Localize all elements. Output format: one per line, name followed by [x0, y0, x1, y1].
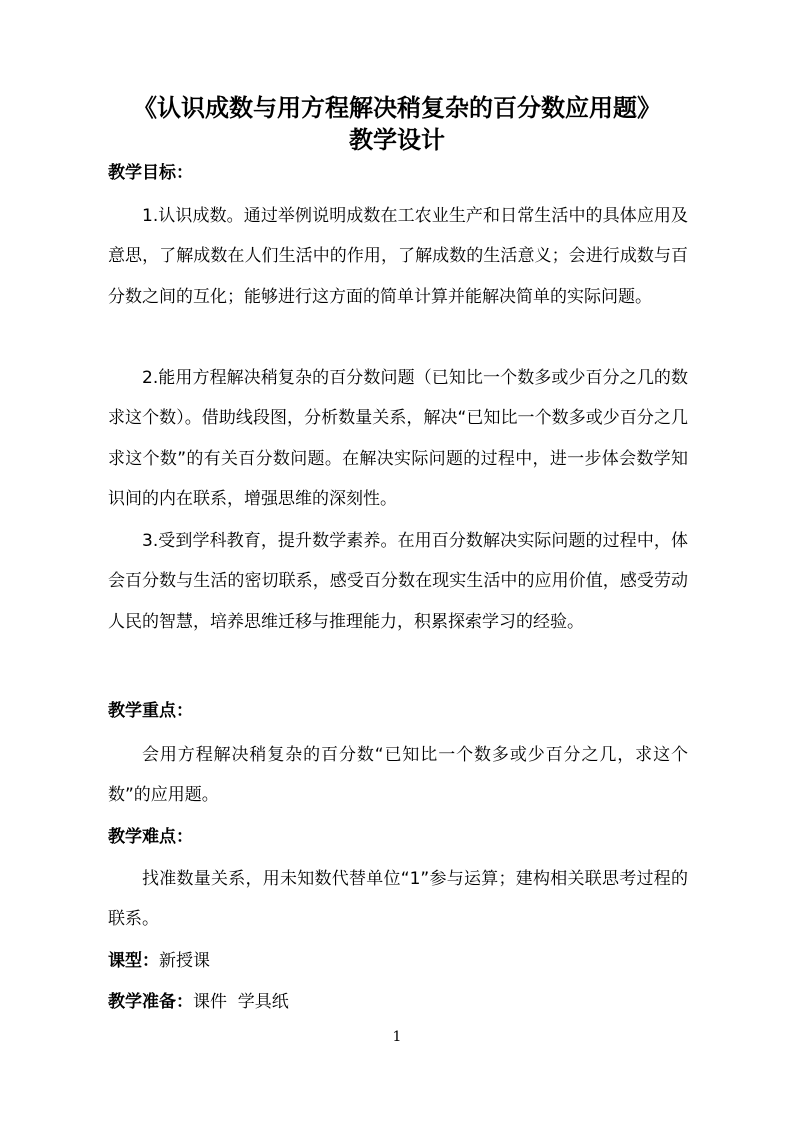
goal-item-3: 3.受到学科教育，提升数学素养。在用百分数解决实际问题的过程中，体会百分数与生活的密切联系，感受百分数在现实生活中的应用价值，感受劳动人民的智慧，培养思维迁移与推理能力，积累探索学习的经验。: [108, 531, 688, 632]
lesson-type-value: 新授课: [159, 951, 210, 971]
materials-value: 课件 学具纸: [193, 992, 289, 1012]
key-point-text: 会用方程解决稍复杂的百分数“已知比一个数多或少百分之几，求这个数”的应用题。: [108, 745, 688, 806]
goal-item-2: 2.能用方程解决稍复杂的百分数问题（已知比一个数多或少百分之几的数求这个数）。借助线段图，分析数量关系，解决“已知比一个数多或少百分之几求这个数”的有关百分数问题。在解决实际问题的过程中，进一步体会数学知识间的内在联系，增强思维的深刻性。: [108, 368, 688, 510]
document-title: 《认识成数与用方程解决稍复杂的百分数应用题》: [133, 94, 661, 122]
lesson-type-label: 课型：: [108, 951, 159, 971]
materials-label: 教学准备：: [108, 992, 193, 1012]
key-point-heading: 教学重点：: [108, 701, 193, 721]
goals-heading: 教学目标：: [108, 163, 193, 183]
difficulty-heading: 教学难点：: [108, 827, 193, 847]
difficulty-text: 找准数量关系，用未知数代替单位“1”参与运算；建构相关联思考过程的联系。: [108, 869, 688, 930]
document-subtitle: 教学设计: [349, 126, 445, 154]
lesson-type-line: [108, 949, 210, 973]
goal-item-1: 1.认识成数。通过举例说明成数在工农业生产和日常生活中的具体应用及意思，了解成数在人们生活中的作用，了解成数的生活意义；会进行成数与百分数之间的互化；能够进行这方面的简单计算并能解决简单的实际问题。: [108, 206, 688, 307]
materials-line: [108, 990, 289, 1014]
page-number: 1: [392, 1029, 402, 1045]
